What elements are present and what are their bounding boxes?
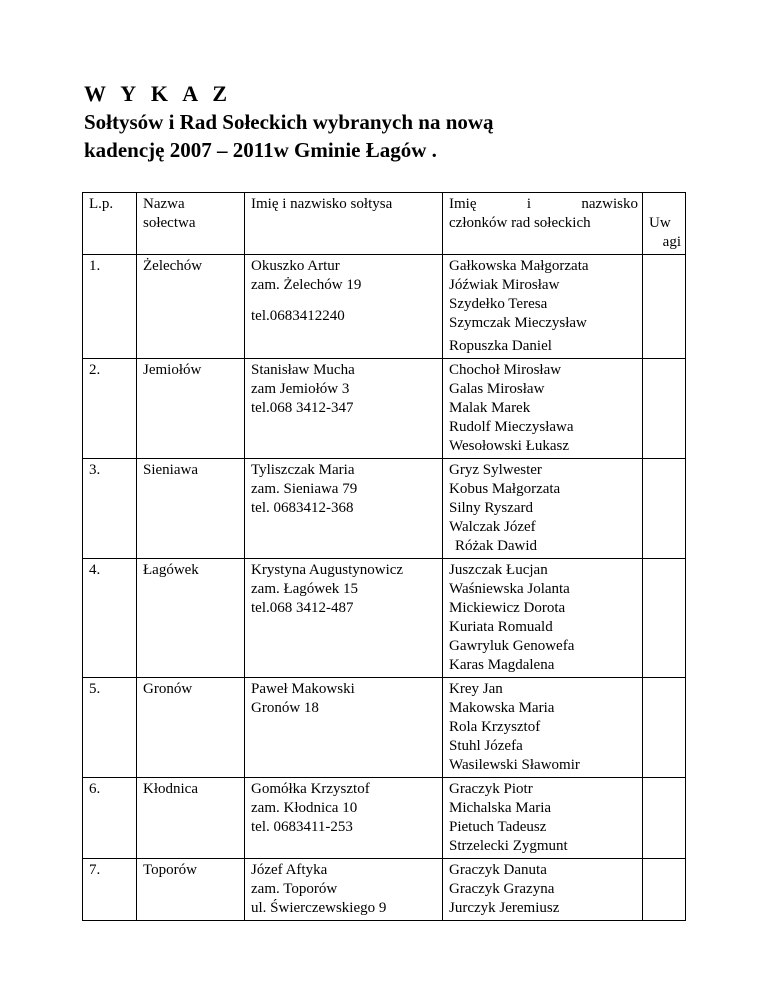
- cell-czlonkowie: Graczyk Piotr Michalska Maria Pietuch Tadeusz Strzelecki Zygmunt: [443, 778, 643, 859]
- cell-lp: 1.: [83, 255, 137, 359]
- cell-uwagi: [643, 255, 686, 359]
- document-heading: [84, 80, 494, 164]
- cell-solectwo: Sieniawa: [137, 459, 245, 559]
- table-header-row: [83, 193, 686, 255]
- cell-czlonkowie: Graczyk Danuta Graczyk Grazyna Jurczyk Jeremiusz: [443, 859, 643, 921]
- cell-czlonkowie: Juszczak Łucjan Waśniewska Jolanta Mickiewicz Dorota Kuriata Romuald Gawryluk Genowefa Karas Magdalena: [443, 559, 643, 678]
- table-row: [83, 859, 686, 921]
- cell-uwagi: [643, 559, 686, 678]
- cell-uwagi: [643, 459, 686, 559]
- cell-lp: 2.: [83, 359, 137, 459]
- cell-soltys: Stanisław Mucha zam Jemiołów 3 tel.068 3412-347: [245, 359, 443, 459]
- cell-lp: 5.: [83, 678, 137, 778]
- table-row: [83, 459, 686, 559]
- cell-solectwo: Łagówek: [137, 559, 245, 678]
- cell-uwagi: [643, 778, 686, 859]
- cell-soltys: Krystyna Augustynowicz zam. Łagówek 15 tel.068 3412-487: [245, 559, 443, 678]
- header-czlonkowie: Imię i nazwisko członków rad sołeckich: [443, 193, 643, 255]
- cell-lp: 3.: [83, 459, 137, 559]
- cell-uwagi: [643, 359, 686, 459]
- table-row: [83, 255, 686, 359]
- cell-soltys: Paweł Makowski Gronów 18: [245, 678, 443, 778]
- header-nazwa-solectwa: Nazwa sołectwa: [137, 193, 245, 255]
- cell-uwagi: [643, 859, 686, 921]
- cell-soltys: Gomółka Krzysztof zam. Kłodnica 10 tel. 0683411-253: [245, 778, 443, 859]
- cell-soltys: Józef Aftyka zam. Toporów ul. Świerczewskiego 9: [245, 859, 443, 921]
- cell-lp: 7.: [83, 859, 137, 921]
- cell-soltys: Tyliszczak Maria zam. Sieniawa 79 tel. 0683412-368: [245, 459, 443, 559]
- cell-solectwo: Gronów: [137, 678, 245, 778]
- table-row: [83, 359, 686, 459]
- cell-uwagi: [643, 678, 686, 778]
- heading-line-3: kadencję 2007 – 2011w Gminie Łagów .: [84, 138, 437, 162]
- cell-solectwo: Toporów: [137, 859, 245, 921]
- cell-czlonkowie: Chochoł Mirosław Galas Mirosław Malak Marek Rudolf Mieczysława Wesołowski Łukasz: [443, 359, 643, 459]
- solectwa-table: [82, 192, 686, 921]
- header-lp: L.p.: [83, 193, 137, 255]
- table-row: [83, 559, 686, 678]
- table-row: [83, 678, 686, 778]
- cell-czlonkowie: Gałkowska Małgorzata Jóźwiak Mirosław Szydełko Teresa Szymczak Mieczysław Ropuszka Daniel: [443, 255, 643, 359]
- cell-lp: 4.: [83, 559, 137, 678]
- table-row: [83, 778, 686, 859]
- header-uwagi: Uw agi: [643, 193, 686, 255]
- heading-line-2: Sołtysów i Rad Sołeckich wybranych na nową: [84, 110, 494, 134]
- header-soltys: Imię i nazwisko sołtysa: [245, 193, 443, 255]
- cell-lp: 6.: [83, 778, 137, 859]
- heading-wykaz: W Y K A Z: [84, 81, 233, 106]
- cell-czlonkowie: Krey Jan Makowska Maria Rola Krzysztof Stuhl Józefa Wasilewski Sławomir: [443, 678, 643, 778]
- cell-czlonkowie: Gryz Sylwester Kobus Małgorzata Silny Ryszard Walczak Józef Różak Dawid: [443, 459, 643, 559]
- cell-soltys: Okuszko Artur zam. Żelechów 19 tel.0683412240: [245, 255, 443, 359]
- cell-solectwo: Jemiołów: [137, 359, 245, 459]
- cell-solectwo: Kłodnica: [137, 778, 245, 859]
- cell-solectwo: Żelechów: [137, 255, 245, 359]
